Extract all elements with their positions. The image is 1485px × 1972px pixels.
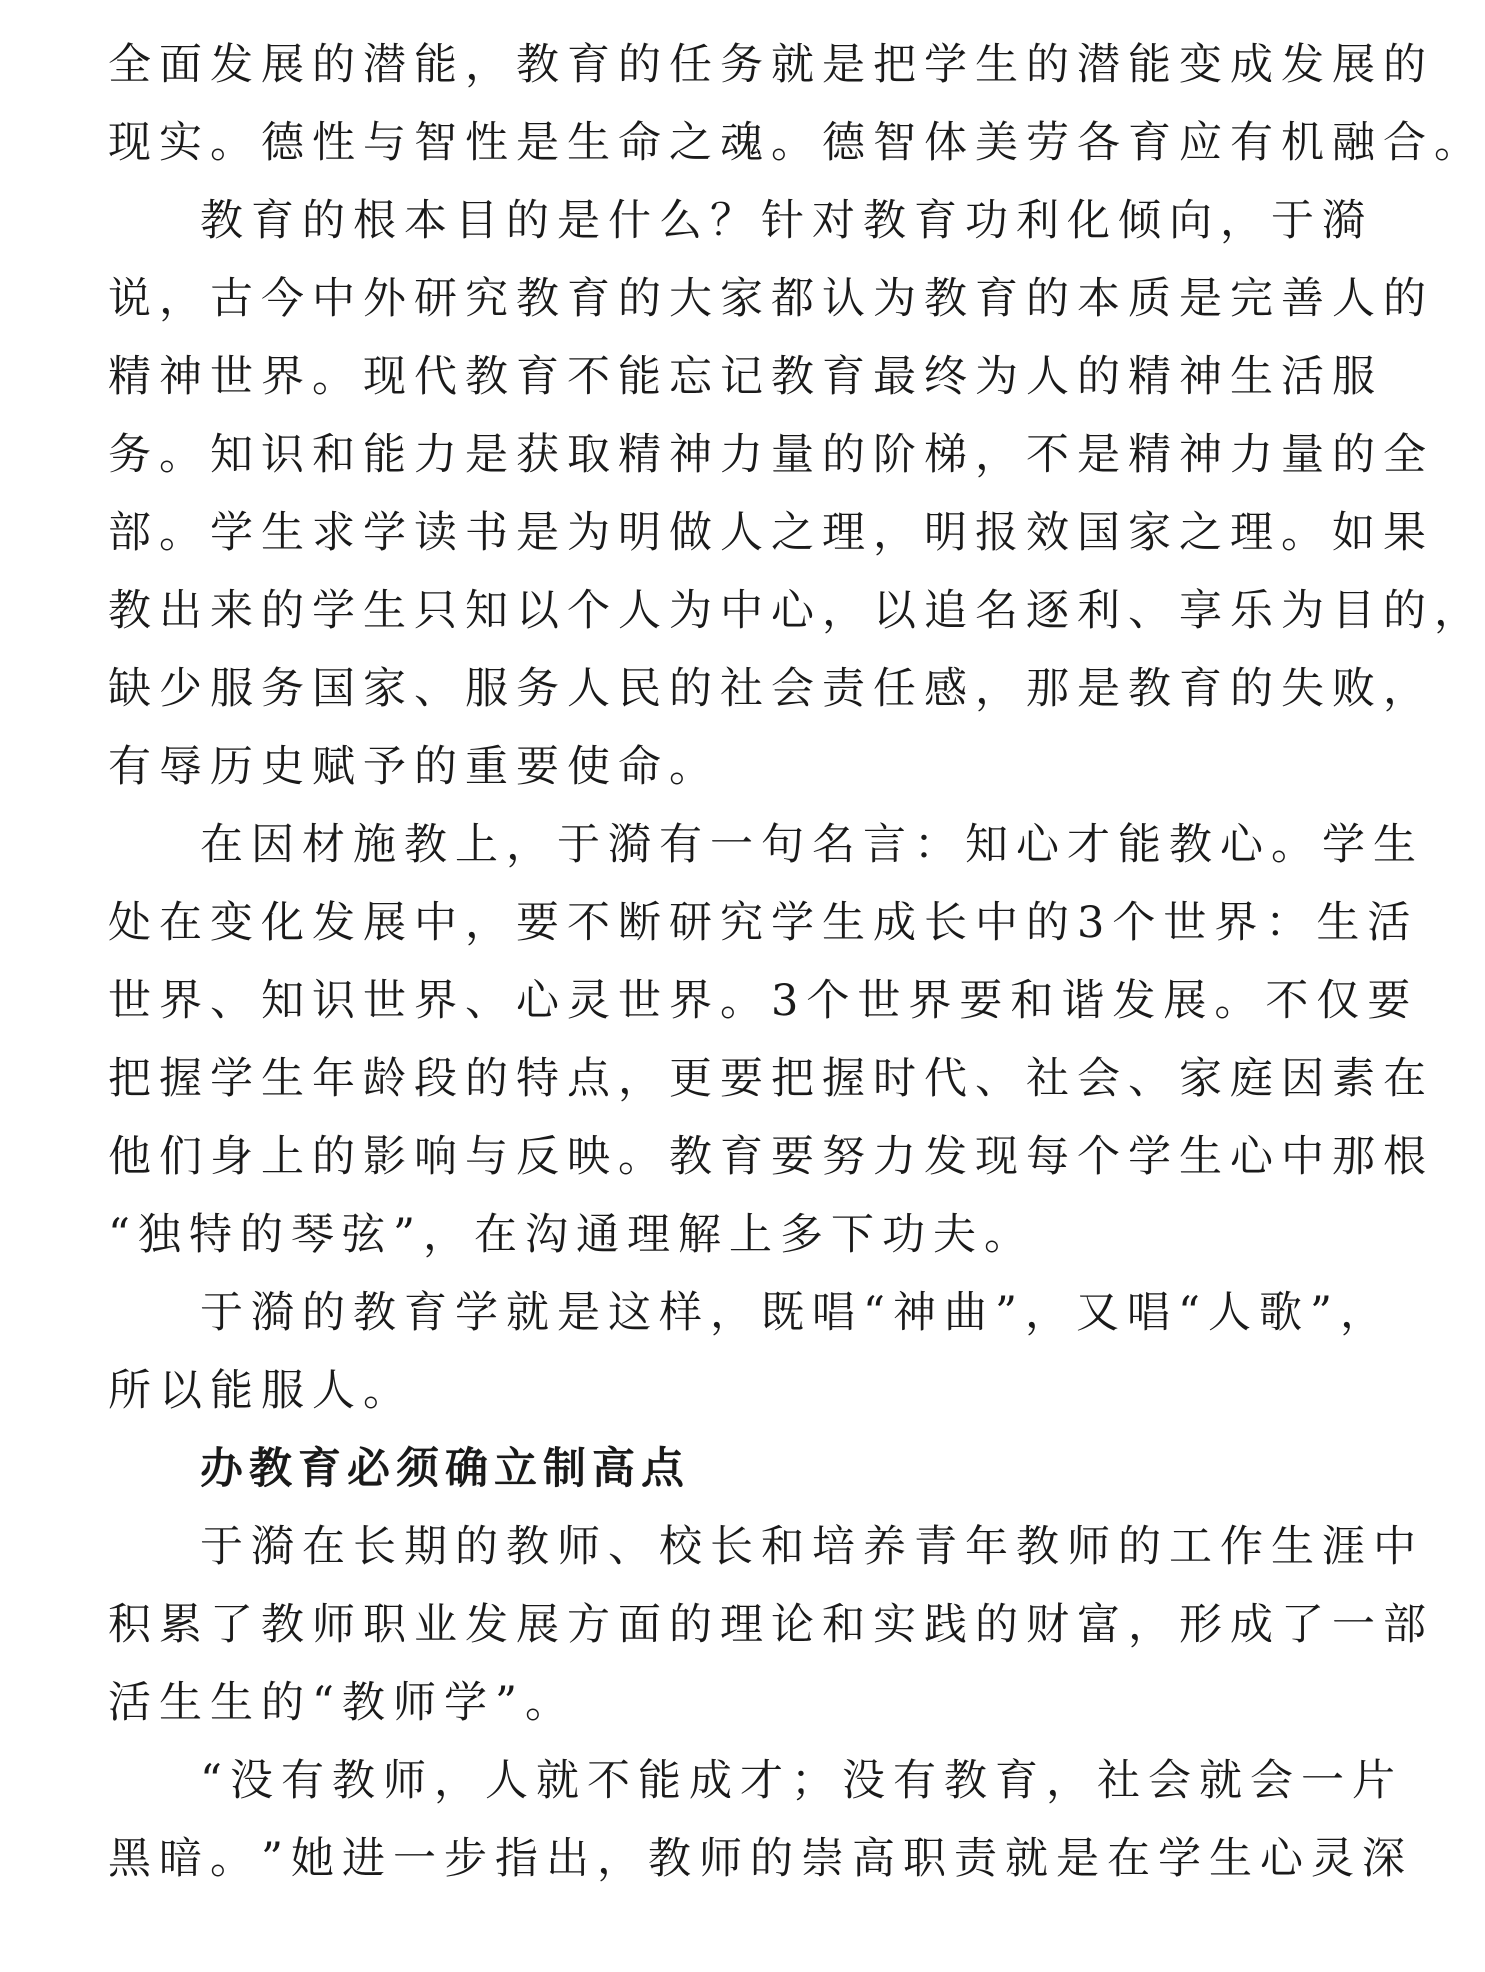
text-line: 教 育 的 根 本 目 的 是 什 么 ？ 针 对 教 育 功 利 化 倾 向 ， 于 漪 [200,196,1373,246]
text-line: “ 没 有 教 师 ， 人 就 不 能 成 才 ； 没 有 教 育 ， 社 会 就 会 一 片 [200,1756,1403,1806]
text-line: “独特的琴弦”，在沟通理解上多下功夫。 [108,1210,1035,1260]
text-line: 他 们 身 上 的 影 响 与 反 映 。 教 育 要 努 力 发 现 每 个 学 生 心 中 那 根 [108,1132,1434,1182]
text-line: 黑 暗 。 ” 她 进 一 步 指 出 ， 教 师 的 崇 高 职 责 就 是 在 学 生 心 灵 深 [108,1834,1413,1884]
text-line: 世 界 、 知 识 世 界 、 心 灵 世 界 。 3 个 世 界 要 和 谐 发 展 。 不 仅 要 [108,976,1419,1026]
text-line: 于 漪 的 教 育 学 就 是 这 样 ， 既 唱 “ 神 曲 ” ， 又 唱 “ 人 歌 ” ， [200,1288,1391,1338]
text-line: 务 。 知 识 和 能 力 是 获 取 精 神 力 量 的 阶 梯 ， 不 是 精 神 力 量 的 全 [108,430,1434,480]
text-line: 处 在 变 化 发 展 中 ， 要 不 断 研 究 学 生 成 长 中 的 3 个 世 界 ： 生 活 [108,898,1419,948]
text-line: 把 握 学 生 年 龄 段 的 特 点 ， 更 要 把 握 时 代 、 社 会 、 家 庭 因 素 在 [108,1054,1434,1104]
document-page [108,26,1485,1898]
text-line: 积 累 了 教 师 职 业 发 展 方 面 的 理 论 和 实 践 的 财 富 ， 形 成 了 一 部 [108,1600,1434,1650]
text-line: 活生生的“教师学”。 [108,1678,576,1728]
text-line: 教 出 来 的 学 生 只 知 以 个 人 为 中 心 ， 以 追 名 逐 利 、 享 乐 为 目 的 ， [108,586,1485,636]
text-line: 有辱历史赋予的重要使命。 [108,742,720,792]
text-line: 在 因 材 施 教 上 ， 于 漪 有 一 句 名 言 ： 知 心 才 能 教 心 。 学 生 [200,820,1424,870]
text-line: 部 。 学 生 求 学 读 书 是 为 明 做 人 之 理 ， 明 报 效 国 家 之 理 。 如 果 [108,508,1434,558]
section-heading: 办教育必须确立制高点 [200,1444,690,1494]
text-line: 说 ， 古 今 中 外 研 究 教 育 的 大 家 都 认 为 教 育 的 本 质 是 完 善 人 的 [108,274,1434,324]
text-line: 精 神 世 界 。 现 代 教 育 不 能 忘 记 教 育 最 终 为 人 的 精 神 生 活 服 [108,352,1383,402]
text-line: 于 漪 在 长 期 的 教 师 、 校 长 和 培 养 青 年 教 师 的 工 作 生 涯 中 [200,1522,1424,1572]
text-line: 缺 少 服 务 国 家 、 服 务 人 民 的 社 会 责 任 感 ， 那 是 教 育 的 失 败 ， [108,664,1434,714]
text-line: 全 面 发 展 的 潜 能 ， 教 育 的 任 务 就 是 把 学 生 的 潜 能 变 成 发 展 的 [108,40,1434,90]
text-line: 所以能服人。 [108,1366,414,1416]
text-line: 现实。德性与智性是生命之魂。德智体美劳各育应有机融合。 [108,118,1485,168]
